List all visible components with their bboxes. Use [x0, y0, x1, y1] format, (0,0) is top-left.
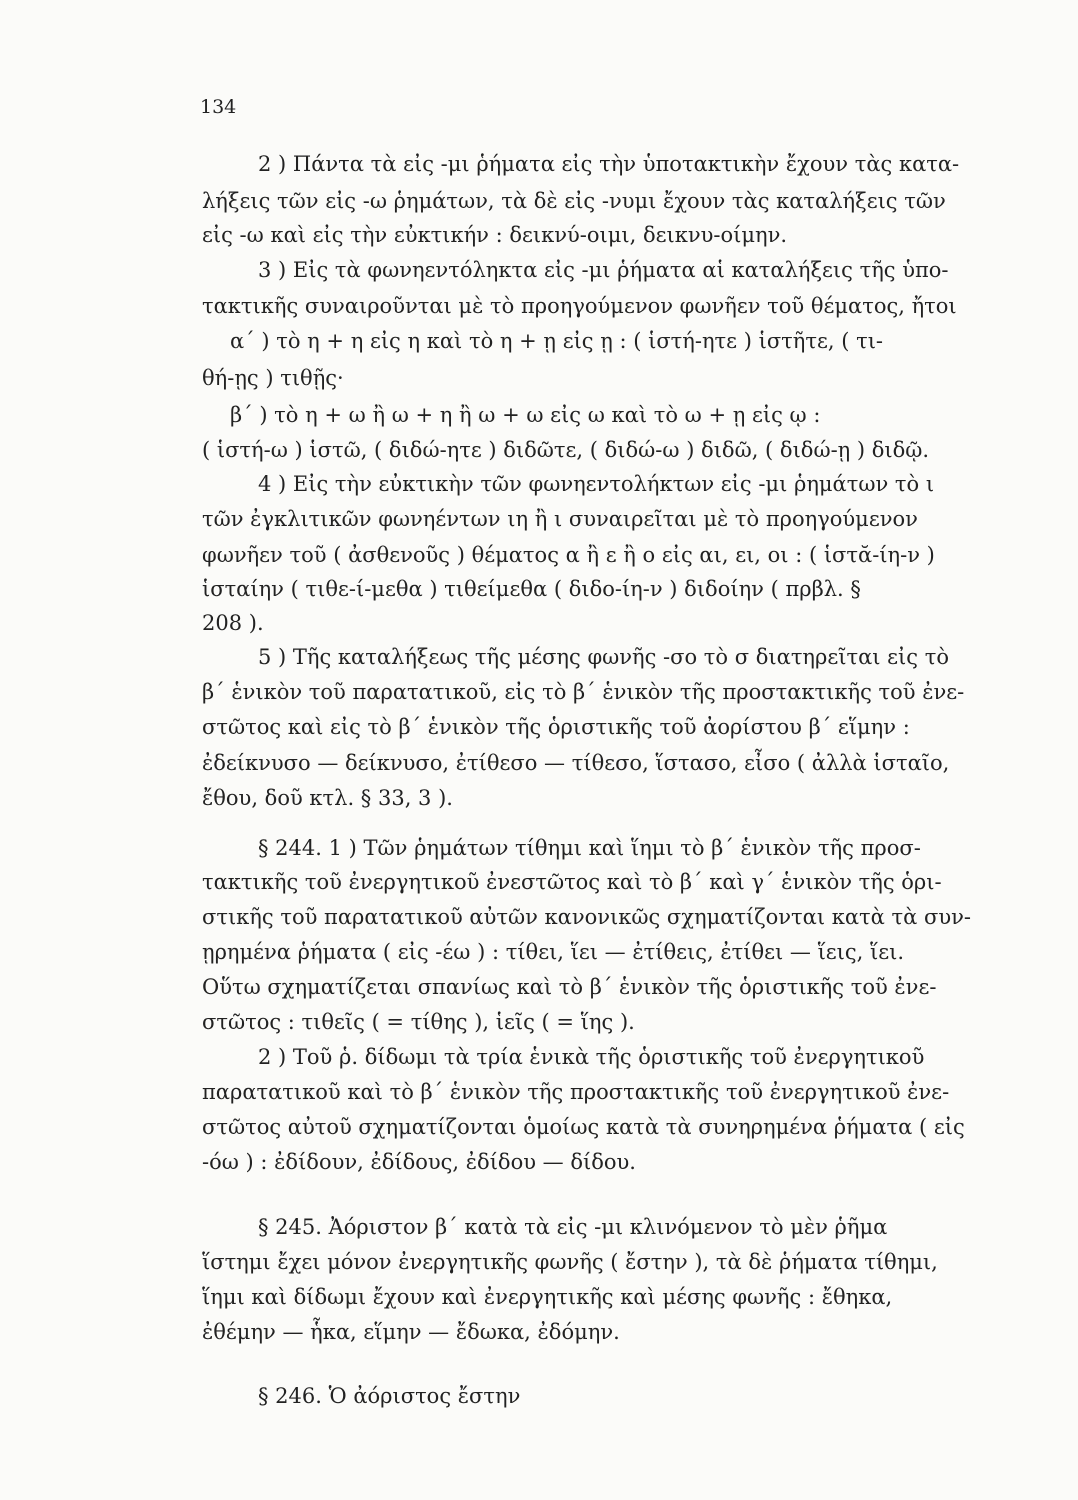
- text-line: τακτικῆς τοῦ ἐνεργητικοῦ ἐνεστῶτος καὶ τὸ β΄ καὶ γ΄ ἑνικὸν τῆς ὁρι-: [202, 870, 942, 894]
- text-line: ( ἱστή-ω ) ἱστῶ, ( διδώ-ητε ) διδῶτε, ( διδώ-ω ) διδῶ, ( διδώ-ῃ ) διδῷ.: [202, 438, 930, 462]
- text-line: 3 ) Εἰς τὰ φωνηεντόληκτα εἰς -μι ῥήματα αἱ καταλήξεις τῆς ὑπο-: [258, 258, 949, 282]
- text-line: 2 ) Τοῦ ῥ. δίδωμι τὰ τρία ἑνικὰ τῆς ὁριστικῆς τοῦ ἐνεργητικοῦ: [258, 1045, 925, 1069]
- section-heading-246: § 246. Ὁ ἀόριστος ἔστην: [258, 1384, 521, 1408]
- text-line: 2 ) Πάντα τὰ εἰς -μι ῥήματα εἰς τὴν ὑποτακτικὴν ἔχουν τὰς κατα-: [258, 152, 960, 176]
- text-line: Οὕτω σχηματίζεται σπανίως καὶ τὸ β΄ ἑνικὸν τῆς ὁριστικῆς τοῦ ἐνε-: [202, 975, 937, 999]
- text-line: α΄ ) τὸ η + η εἰς η καὶ τὸ η + ῃ εἰς ῃ : ( ἱστή-ητε ) ἱστῆτε, ( τι-: [230, 329, 884, 353]
- text-line: ἐθέμην — ἧκα, εἵμην — ἔδωκα, ἐδόμην.: [202, 1320, 620, 1344]
- text-line: 4 ) Εἰς τὴν εὐκτικὴν τῶν φωνηεντολήκτων εἰς -μι ῥημάτων τὸ ι: [258, 472, 935, 496]
- text-line: ἐδείκνυσο — δείκνυσο, ἐτίθεσο — τίθεσο, ἵστασο, εἶσο ( ἀλλὰ ἱσταῖο,: [202, 751, 950, 775]
- text-line: εἰς -ω καὶ εἰς τὴν εὐκτικήν : δεικνύ-οιμι, δεικνυ-οίμην.: [202, 223, 788, 247]
- text-line: ἔθου, δοῦ κτλ. § 33, 3 ).: [202, 786, 453, 810]
- text-line: φωνῆεν τοῦ ( ἀσθενοῦς ) θέματος α ἢ ε ἢ ο εἰς αι, ει, οι : ( ἱστᾰ-ίη-ν ): [202, 543, 935, 567]
- text-line: στῶτος αὐτοῦ σχηματίζονται ὁμοίως κατὰ τὰ συνηρημένα ῥήματα ( εἰς: [202, 1115, 965, 1139]
- text-line: στῶτος : τιθεῖς ( = τίθης ), ἱεῖς ( = ἵης ).: [202, 1010, 635, 1034]
- page-number: 134: [200, 96, 237, 118]
- text-line: ῃρημένα ῥήματα ( εἰς -έω ) : τίθει, ἵει — ἐτίθεις, ἐτίθει — ἵεις, ἵει.: [202, 940, 905, 964]
- text-line: τῶν ἐγκλιτικῶν φωνηέντων ιη ἢ ι συναιρεῖται μὲ τὸ προηγούμενον: [202, 507, 918, 531]
- text-line: β΄ ἑνικὸν τοῦ παρατατικοῦ, εἰς τὸ β΄ ἑνικὸν τῆς προστακτικῆς τοῦ ἐνε-: [202, 680, 965, 704]
- text-line: λήξεις τῶν εἰς -ω ῥημάτων, τὰ δὲ εἰς -νυμι ἔχουν τὰς καταλήξεις τῶν: [202, 189, 946, 213]
- text-line: β΄ ) τὸ η + ω ἢ ω + η ἢ ω + ω εἰς ω καὶ τὸ ω + ῃ εἰς ῳ :: [230, 403, 821, 427]
- text-line: ἱσταίην ( τιθε-ί-μεθα ) τιθείμεθα ( διδο-ίη-ν ) διδοίην ( πρβλ. §: [202, 577, 861, 601]
- text-line: στικῆς τοῦ παρατατικοῦ αὐτῶν κανονικῶς σχηματίζονται κατὰ τὰ συν-: [202, 905, 971, 929]
- text-line: ἵστημι ἔχει μόνον ἐνεργητικῆς φωνῆς ( ἔστην ), τὰ δὲ ῥήματα τίθημι,: [202, 1250, 938, 1274]
- section-heading-245: § 245. Ἀόριστον β΄ κατὰ τὰ εἰς -μι κλινόμενον τὸ μὲν ῥῆμα: [258, 1215, 888, 1239]
- text-line: παρατατικοῦ καὶ τὸ β΄ ἑνικὸν τῆς προστακτικῆς τοῦ ἐνεργητικοῦ ἐνε-: [202, 1080, 950, 1104]
- text-line: στῶτος καὶ εἰς τὸ β΄ ἑνικὸν τῆς ὁριστικῆς τοῦ ἀορίστου β΄ εἵμην :: [202, 715, 910, 739]
- text-line: τακτικῆς συναιροῦνται μὲ τὸ προηγούμενον φωνῆεν τοῦ θέματος, ἤτοι: [202, 294, 957, 318]
- text-line: ἵημι καὶ δίδωμι ἔχουν καὶ ἐνεργητικῆς καὶ μέσης φωνῆς : ἔθηκα,: [202, 1285, 893, 1309]
- text-line: θή-ῃς ) τιθῇς·: [202, 366, 344, 390]
- text-line: 5 ) Τῆς καταλήξεως τῆς μέσης φωνῆς -σο τὸ σ διατηρεῖται εἰς τὸ: [258, 645, 949, 669]
- text-line: -όω ) : ἐδίδουν, ἐδίδους, ἐδίδου — δίδου.: [202, 1150, 636, 1174]
- text-line: 208 ).: [202, 611, 264, 635]
- section-heading-244: § 244. 1 ) Τῶν ῥημάτων τίθημι καὶ ἵημι τὸ β΄ ἑνικὸν τῆς προσ-: [258, 836, 921, 860]
